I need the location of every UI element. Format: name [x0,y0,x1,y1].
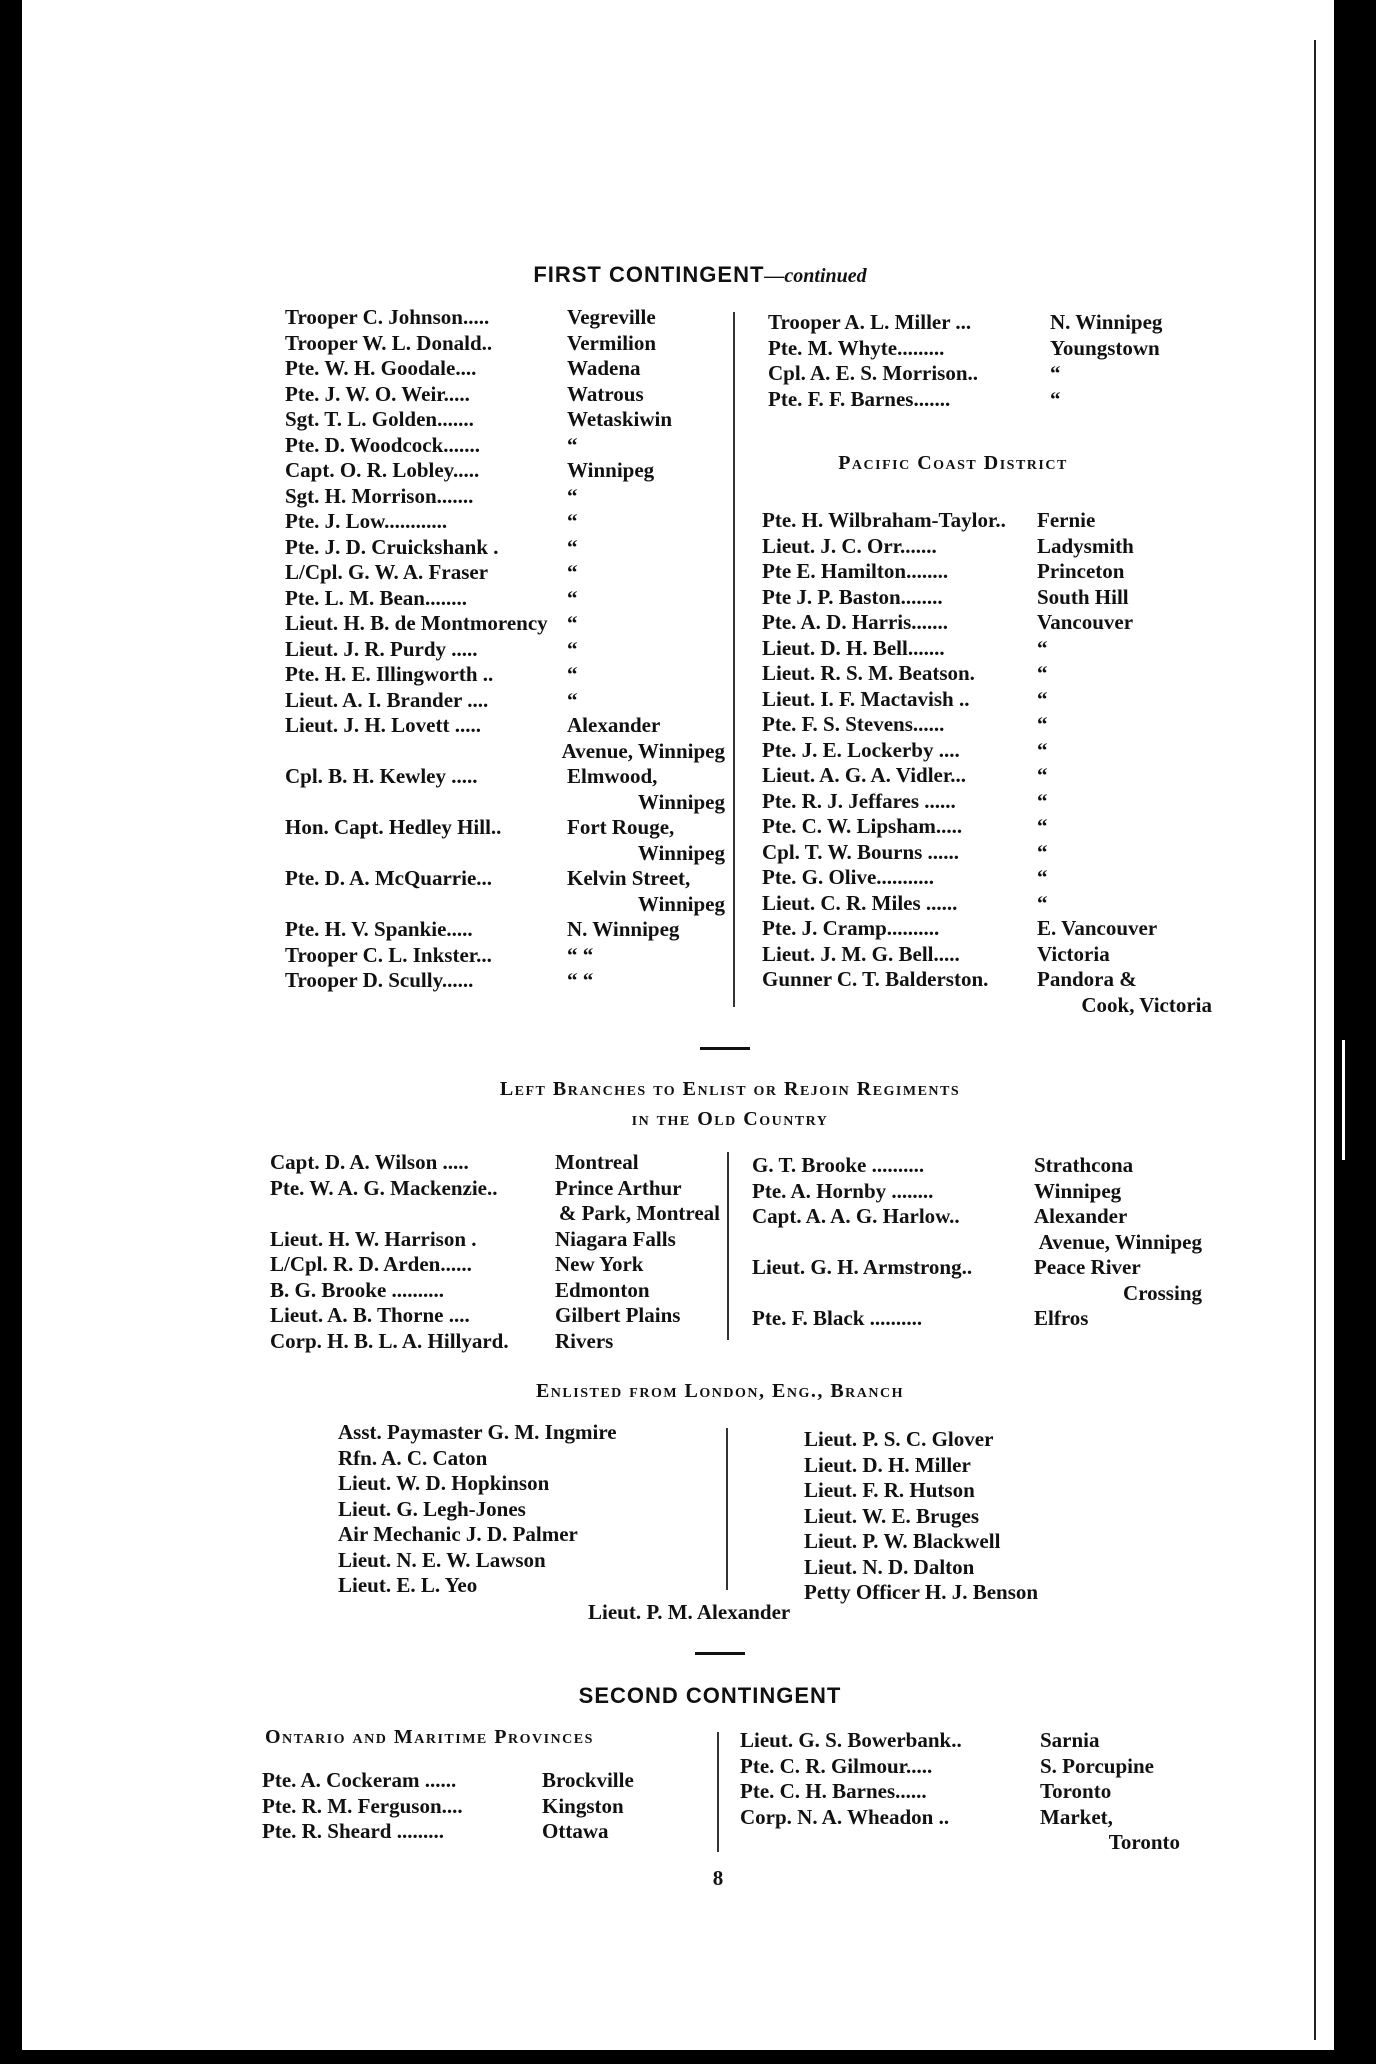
pacific-coast-heading: Pacific Coast District [838,452,1068,474]
london-branch-footer: Lieut. P. M. Alexander [588,1600,791,1624]
entry-place: “ [1037,635,1048,660]
roster-entry [752,1204,1202,1230]
roster-entry [285,356,725,382]
entry-place: Rivers [555,1328,614,1353]
entry-place: Brockville [542,1768,634,1792]
roster-entry [768,336,1208,362]
roster-entry [762,508,1212,534]
roster-entry [762,712,1212,738]
entry-name: Lieut. A. G. A. Vidler... [762,763,967,787]
roster-entry [285,586,725,612]
roster-entry [762,967,1212,993]
entry-name: Pte. J. D. Cruickshank . [285,534,499,559]
entry-place: “ [567,509,578,533]
entry-place: Strathcona [1034,1153,1134,1177]
entry-name: B. G. Brooke .......... [270,1277,445,1302]
roster-entry [285,611,725,637]
entry-place: E. Vancouver [1037,916,1158,940]
roster-entry [285,815,725,841]
entry-name: Lieut. D. H. Bell....... [762,635,945,660]
entry-place: N. Winnipeg [1050,310,1163,334]
entry-place: “ [567,560,578,584]
london-branch-heading: Enlisted from London, Eng., Branch [535,1380,905,1402]
roster-entry [285,637,725,663]
page-number: 8 [712,1866,724,1890]
entry-name: Trooper W. L. Donald.. [285,330,493,355]
roster-entry [762,534,1212,560]
roster-entry [285,382,725,408]
entry-place: Vegreville [567,305,656,329]
entry-name: Pte. R. M. Ferguson.... [262,1793,463,1818]
roster-entry [285,509,725,535]
roster-entry: Lieut. G. Legh-Jones [338,1496,526,1521]
entry-place: “ [567,585,578,610]
entry-name: Lieut. H. B. de Montmorency [285,611,548,635]
roster-entry [762,738,1212,764]
roster-entry [285,560,725,586]
roster-entry [285,535,725,561]
roster-entry: Lieut. N. E. W. Lawson [338,1547,546,1572]
roster-entry [768,310,1208,336]
entry-name: Pte. W. A. G. Mackenzie.. [270,1175,498,1200]
roster-entry: Lieut. E. L. Yeo [338,1573,478,1597]
entry-name: Pte. D. Woodcock....... [285,432,481,457]
entry-place: Market, [1040,1804,1113,1829]
entry-name: Trooper D. Scully...... [285,968,474,992]
entry-place: Watrous [567,381,644,406]
entry-name: L/Cpl. R. D. Arden...... [270,1252,472,1276]
entry-name: Pte. C. H. Barnes...... [740,1779,927,1803]
entry-place: N. Winnipeg [567,917,680,941]
roster-entry: Lieut. P. S. C. Glover [804,1427,994,1451]
entry-place: Elfros [1034,1306,1089,1330]
entry-name: Lieut. C. R. Miles ...... [762,890,958,915]
entry-place: Wetaskiwin [567,407,673,431]
entry-name: Corp. H. B. L. A. Hillyard. [270,1328,509,1353]
entry-place: “ [567,534,578,559]
entry-name: Pte. R. Sheard ......... [262,1819,444,1843]
entry-name: Lieut. G. H. Armstrong.. [752,1255,973,1279]
roster-entry [270,1227,720,1253]
entry-place: Kelvin Street, [567,866,691,890]
ontario-maritime-heading: Ontario and Maritime Provinces [265,1726,594,1748]
entry-name: Lieut. J. M. G. Bell..... [762,941,960,966]
london-branch-left-column [338,1420,718,1599]
entry-place: “ “ [567,942,594,967]
roster-entry [270,1278,720,1304]
entry-name: Pte. A. Cockeram ...... [262,1768,457,1792]
entry-place: Fort Rouge, [567,815,675,839]
entry-name: Lieut. A. I. Brander .... [285,687,489,712]
entry-place: “ [1037,712,1048,736]
entry-place: “ [567,687,578,712]
entry-place: Sarnia [1040,1728,1100,1752]
entry-place: “ “ [567,968,594,992]
roster-entry [762,559,1212,585]
entry-name: Lieut. I. F. Mactavish .. [762,686,970,711]
roster-entry [262,1794,682,1820]
roster-entry [768,361,1208,387]
left-branches-heading: Left Branches to Enlist or Rejoin Regiments [499,1078,961,1100]
second-contingent-right-column [740,1728,1180,1856]
entry-name: Lieut. H. W. Harrison . [270,1226,477,1251]
section-rule [695,1652,745,1655]
entry-place: “ [1037,661,1048,685]
roster-entry [762,814,1212,840]
roster-entry [762,687,1212,713]
entry-place: Winnipeg [567,458,655,482]
entry-name: Lieut. G. S. Bowerbank.. [740,1728,962,1752]
entry-name: Pte. W. H. Goodale.... [285,356,477,380]
entry-name: Hon. Capt. Hedley Hill.. [285,815,502,839]
section-rule [700,1047,750,1050]
entry-name: Pte. M. Whyte......... [768,335,945,360]
entry-place: Alexander [1034,1204,1128,1228]
roster-entry: Petty Officer H. J. Benson [804,1580,1039,1604]
entry-name: Pte J. P. Baston........ [762,584,943,609]
roster-entry [762,585,1212,611]
entry-place: “ [1037,737,1048,762]
entry-place: “ [1037,890,1048,915]
roster-entry [285,484,725,510]
roster-entry: Asst. Paymaster G. M. Ingmire [338,1420,617,1444]
entry-place: Gilbert Plains [555,1303,681,1327]
entry-place: Wadena [567,356,641,380]
entry-place: “ [1037,686,1048,711]
first-contingent-right-column [768,310,1208,412]
roster-entry [285,407,725,433]
entry-name: Pte. D. A. McQuarrie... [285,866,493,890]
roster-entry [285,662,725,688]
roster-entry [285,764,725,790]
entry-name: Pte. J. E. Lockerby .... [762,737,960,762]
entry-place: Ottawa [542,1819,609,1843]
entry-place: South Hill [1037,584,1129,609]
entry-name: Trooper C. L. Inkster... [285,942,492,967]
entry-place: “ [1037,839,1048,864]
entry-place: “ [1037,814,1048,838]
entry-place: Prince Arthur [555,1175,682,1200]
roster-entry [285,433,725,459]
entry-place: Niagara Falls [555,1226,676,1251]
roster-entry [762,661,1212,687]
entry-place: Peace River [1034,1255,1141,1279]
roster-entry [752,1255,1202,1281]
roster-entry [762,789,1212,815]
entry-name: Cpl. A. E. S. Morrison.. [768,361,979,385]
roster-entry [768,387,1208,413]
roster-entry [752,1179,1202,1205]
entry-name: Pte E. Hamilton........ [762,559,949,583]
entry-name: Trooper C. Johnson..... [285,305,490,329]
roster-entry: Lieut. W. E. Bruges [804,1503,980,1528]
page-edge [1334,0,1376,2064]
roster-entry [762,942,1212,968]
roster-entry [762,891,1212,917]
entry-name: Capt. D. A. Wilson ..... [270,1150,469,1174]
entry-name: Lieut. J. C. Orr....... [762,533,937,558]
entry-place: Victoria [1037,941,1110,966]
roster-entry [752,1153,1202,1179]
roster-entry [740,1754,1180,1780]
roster-entry [270,1176,720,1202]
entry-place: “ [567,662,578,686]
entry-place: “ [1037,763,1048,787]
entry-place: Pandora & [1037,967,1137,991]
entry-name: Pte. F. S. Stevens...... [762,712,945,736]
entry-name: Pte. J. W. O. Weir..... [285,381,470,406]
roster-entry [270,1303,720,1329]
entry-place: Elmwood, [567,764,658,788]
entry-name: Cpl. T. W. Bourns ...... [762,839,960,864]
entry-place-continued: & Park, Montreal [558,1201,720,1225]
roster-entry [762,840,1212,866]
entry-place-continued: Crossing [1123,1280,1202,1305]
roster-entry [285,866,725,892]
roster-entry [285,713,725,739]
roster-entry: Lieut. P. W. Blackwell [804,1529,1001,1553]
roster-entry [285,305,725,331]
roster-entry [762,763,1212,789]
roster-entry [762,916,1212,942]
entry-place-continued: Winnipeg [637,891,725,916]
entry-place: “ [1037,865,1048,889]
roster-entry [285,458,725,484]
entry-place: “ [567,432,578,457]
entry-place: Winnipeg [1034,1178,1122,1203]
roster-entry [762,610,1212,636]
entry-name: Corp. N. A. Wheadon .. [740,1804,950,1829]
entry-name: Gunner C. T. Balderston. [762,967,989,991]
entry-place-continued: Avenue, Winnipeg [561,738,725,763]
entry-name: Sgt. H. Morrison....... [285,483,474,508]
roster-entry [762,636,1212,662]
entry-name: Pte. G. Olive........... [762,865,935,889]
roster-entry [285,688,725,714]
entry-name: Sgt. T. L. Golden....... [285,407,474,431]
entry-name: Pte. H. Wilbraham-Taylor.. [762,508,1006,532]
roster-entry [740,1805,1180,1831]
roster-entry [762,865,1212,891]
entry-name: Pte. F. Black .......... [752,1306,923,1330]
first-contingent-heading: FIRST CONTINGENT—continued [533,262,867,287]
column-divider [727,1152,729,1340]
roster-entry [285,917,725,943]
entry-name: Pte. H. E. Illingworth .. [285,662,494,686]
london-branch-right-column [804,1427,1184,1606]
second-contingent-heading: SECOND CONTINGENT [578,1683,842,1708]
entry-place: Ladysmith [1037,533,1134,558]
roster-entry [270,1150,720,1176]
roster-entry: Rfn. A. C. Caton [338,1445,488,1470]
entry-name: Pte. L. M. Bean........ [285,585,467,610]
entry-place-continued: Avenue, Winnipeg [1038,1229,1202,1254]
entry-place: “ [1050,386,1061,411]
roster-entry: Lieut. D. H. Miller [804,1452,971,1477]
entry-place: “ [567,611,578,635]
entry-place-continued: Toronto [1108,1830,1180,1854]
entry-name: Lieut. A. B. Thorne .... [270,1303,470,1327]
entry-name: Pte. C. R. Gilmour..... [740,1753,933,1778]
entry-name: Lieut. R. S. M. Beatson. [762,661,975,685]
entry-place: Fernie [1037,508,1096,532]
entry-name: Trooper A. L. Miller ... [768,310,972,334]
entry-name: Capt. A. A. G. Harlow.. [752,1204,960,1228]
entry-name: Pte. H. V. Spankie..... [285,917,473,941]
left-branches-right-column [752,1153,1202,1332]
column-divider [733,312,735,1007]
entry-place: “ [567,636,578,661]
roster-entry: Air Mechanic J. D. Palmer [338,1522,578,1546]
roster-entry [285,968,725,994]
entry-place: Montreal [555,1150,639,1174]
entry-name: Pte. A. Hornby ........ [752,1178,934,1203]
entry-name: Pte. C. W. Lipsham..... [762,814,963,838]
entry-place: “ [567,483,578,508]
left-branches-left-column [270,1150,720,1354]
left-branches-heading-2: in the Old Country [631,1108,829,1130]
entry-place: Kingston [542,1793,624,1818]
column-divider [717,1732,719,1852]
entry-place: S. Porcupine [1040,1753,1154,1778]
entry-name: Pte. F. F. Barnes....... [768,386,951,411]
entry-name: Pte. J. Cramp.......... [762,916,940,940]
entry-name: G. T. Brooke .......... [752,1153,925,1177]
entry-place: New York [555,1252,644,1276]
roster-entry: Lieut. W. D. Hopkinson [338,1471,550,1495]
roster-entry [270,1329,720,1355]
roster-entry [285,331,725,357]
entry-place: Vancouver [1037,610,1134,634]
roster-entry [262,1819,682,1845]
second-contingent-left-column [262,1768,682,1845]
entry-place: Princeton [1037,559,1125,583]
pacific-coast-list [762,508,1212,1018]
entry-name: Lieut. J. H. Lovett ..... [285,713,481,737]
roster-entry [740,1779,1180,1805]
first-contingent-left-column [285,305,725,994]
binding-mark [1342,1040,1345,1160]
column-divider [726,1428,728,1590]
entry-place: “ [1037,788,1048,813]
entry-place: Vermilion [567,330,657,355]
entry-name: Pte. R. J. Jeffares ...... [762,788,956,813]
entry-place: Youngstown [1050,335,1160,360]
entry-name: Capt. O. R. Lobley..... [285,458,480,482]
page-border-line [1314,40,1316,2040]
roster-entry: Lieut. N. D. Dalton [804,1554,975,1579]
entry-name: Pte. A. D. Harris....... [762,610,949,634]
entry-place-continued: Cook, Victoria [1081,992,1212,1017]
entry-name: Cpl. B. H. Kewley ..... [285,764,478,788]
entry-place: Alexander [567,713,661,737]
roster-entry [262,1768,682,1794]
roster-entry [285,943,725,969]
entry-place-continued: Winnipeg [637,840,725,865]
entry-name: Lieut. J. R. Purdy ..... [285,636,478,661]
entry-place-continued: Winnipeg [637,789,725,814]
entry-name: L/Cpl. G. W. A. Fraser [285,560,489,584]
roster-entry [270,1252,720,1278]
entry-place: Toronto [1040,1779,1112,1803]
entry-place: “ [1050,361,1061,385]
roster-entry [752,1306,1202,1332]
entry-name: Pte. J. Low............ [285,509,448,533]
roster-entry [740,1728,1180,1754]
roster-entry: Lieut. F. R. Hutson [804,1478,975,1502]
entry-place: Edmonton [555,1277,650,1302]
